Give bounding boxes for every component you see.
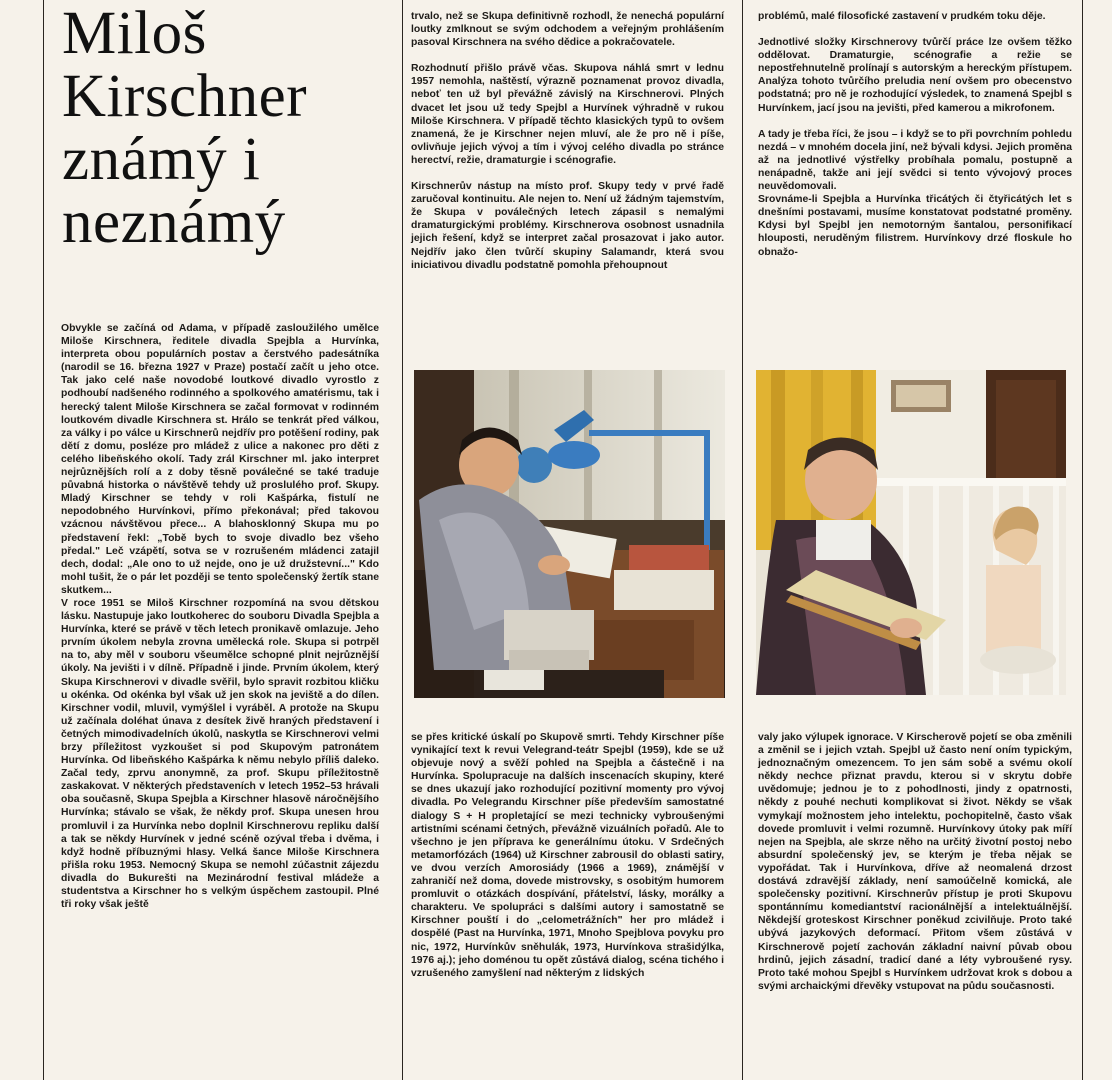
crib-photo-illustration [756,370,1066,695]
paragraph: trvalo, než se Skupa definitivně rozhodl, že nenechá populární loutky zmlknout se svým odchodem a veřejným prohlášením pasoval Kirschnera na svého dědice a pokračovatele. [411,11,724,49]
paragraph: Kirschnerův nástup na místo prof. Skupy tedy v prvé řadě zaručoval kontinuitu. Ale nejen to. Není už žádným tajemstvím, že Skupa v poválečných letech zápasil s nemalými dramaturgickými problémy. Kirschnerova osobnost usnadnila jejich řešení, když se interpret začal prosazovat i jako autor. Nejdřív jako člen tvůrčí skupiny Salamandr, která svou iniciativou divadlu podstatně pomohla přehoupnout [411,181,724,271]
column-2-bottom-text [411,731,724,980]
right-border-rule [1082,0,1083,1080]
paragraph: Jednotlivé složky Kirschnerovy tvůrčí práce lze ovšem těžko oddělovat. Dramaturgie, scénografie a režie se nepostřehnutelně prolínají s autorským a hereckým přístupem. Analýza tohoto tvůrčího preludia není ovšem pro obecenstvo podstatná; pro ně je rozhodující výsledek, to znamená Spejbl s Hurvínkem, jací jsou na jevišti, před kamerou a mikrofonem. [758,37,1072,114]
paragraph: A tady je třeba říci, že jsou – i když se to při povrchním pohledu nezdá – v mnohém docela jiní, než bývali kdysi. Jejich proměna až na jednotlivé výstřelky probíhala pomalu, postupně a nenápadně, takže ani její svědci si tento vývojový proces neuvědomovali. [758,128,1072,193]
paragraph: Srovnáme-li Spejbla a Hurvínka třicátých či čtyřicátých let s dnešními postavami, musíme konstatovat podstatné proměny. Kdysi byl Spejbl jen nemotorným šantalou, personifikací hlouposti, neruděným filistrem. Hurvínkovy drzé floskule ho obnažo- [758,194,1072,258]
column-3-top-text [758,10,1072,259]
title-line-2: Kirschner [62,63,308,130]
column-1-text [61,322,379,911]
paragraph: problémů, malé filosofické zastavení v prudkém toku děje. [758,11,1046,22]
paragraph: V roce 1951 se Miloš Kirschner rozpomíná na svou dětskou lásku. Nastupuje jako loutkoherec do souboru Divadla Spejbla a Hurvínka, které se právě v těch letech pronikavě omlazuje. Jeho prvním úkolem nebyla zrovna umělecká role. Skupa si potrpěl na to, aby měl v souboru všeumělce schopné plnit nejrůznější úkoly. Na jevišti i v dílně. Případně i jinde. Prvním úkolem, který Skupa Kirschnerovi v divadle svěřil, bylo spravit rozbitou kličku u okénka. Od okénka byl však už jen skok na jeviště a do dílen. Kirschner vodil, mluvil, vymýšlel i vyráběl. A protože na Skupu už začínala doléhat únava z desítek živě hraných představení i četných mimodivadelních úkolů, naskytla se Kirschnerovi velmi brzy příležitost vyzkoušet si pod Skupovým patronátem Hurvínka. Od libeňského Kašpárka k němu nebylo příliš daleko. Začal tedy, zprvu anonymně, za prof. Skupu příležitostně zaskakovat. V některých představeních v letech 1952–53 hrávali oba současně, Skupa Spejbla a Kirschner hlasově náročnějšího Hurvínka; stávalo se však, že někdy prof. Skupa unesen hrou promluvil i za Hurvínka nebo doplnil Kirschnerovu repliku další a tak se někdy Hurvínek v jedné scéně ozýval třeba i dvěma, i když hodně příbuznými hlasy. Velká šance Miloše Kirschnera přišla roku 1953. Nemocný Skupa se nemohl zúčastnit zájezdu divadla do Bukurešti na Mezinárodní festival mládeže a studentstva a Kirschner ho s velkým úspěchem zastoupil. Plné tři roky však ještě [61,597,379,911]
paragraph: Obvykle se začíná od Adama, v případě zasloužilého umělce Miloše Kirschnera, ředitele divadla Spejbla a Hurvínka, interpreta obou populárních postav a čerstvého padesátníka (narodil se 16. března 1927 v Praze) postačí začít u jeho otce. Tak jako celé naše novodobé loutkové divadlo vyrostlo z podhoubí nadšeného rodinného a spolkového amatérismu, tak i herecký talent Miloše Kirschnera se začal formovat v rodinném loutkovém divadle Kirschnera st. Hrálo se tenkrát před válkou, za války i po válce u Kirschnerů nejdřív pro potěšení rodiny, pak dětí z domu, posléze pro mládež z ulice a nakonec pro děti z celého libeňského okolí. Tady zrál Kirschner ml. jako interpret nejrůznějších rolí a z doby těsně poválečné se také traduje půvabná historka o návštěvě tehdy už proslulého prof. Skupy. Mladý Kirschner se tehdy v roli Kašpárka, fistulí ne nepodobného Hurvínkovi, přímo překonával; před takovou vzácnou návštěvou přece... A blahosklonný Skupa mu po představení řekl: „Tobě bych to svoje divadlo bez všeho předal." Leč vzápětí, sotva se v rozrušeném mládenci zatajil dech, dodal: „Ale ono to už nejde, ono je už družstevní..." Kdo mohl tušit, že o pár let později se tento společenský žertík stane skutkem... [61,323,379,596]
column-2-top-text [411,10,724,272]
title-line-4: neznámý [62,189,286,256]
paragraph: se přes kritické úskalí po Skupově smrti. Tehdy Kirschner píše vynikající text k revui Velegrand-teátr Spejbl (1959), kde se už objevuje nový a svěží pohled na Spejbla a částečně i na Hurvínka. Spolupracuje na dalších inscenacích skupiny, které se dnes ukazují jako rozhodující pozitivní momenty pro vývoj divadla. Po Velegrandu Kirschner píše především samostatné dialogy S + H propletající se mezi technicky vybroušenými artistními scénami četných, převážně vizuálních pořadů. Ale to všechno je jen příprava ke generálnímu útoku. V Srdečných metamorfózách (1964) už Kirschner zabrousil do oblasti satiry, ve dvou verzích Amorosiády (1966 a 1969), známější v zahraničí než doma, dovede mistrovsky, s osobitým humorem promluvit o otázkách dospívání, přátelství, lásky, morálky a charakteru. Ve spolupráci s dalšími autory i samostatně se Kirschner pouští i do „celometrážních" her pro mládež i dospělé (Past na Hurvínka, 1971, Mnoho Spejblova povyku pro nic, 1972, Hurvínkův sněhulák, 1973, Hurvínkova strašidýlka, 1976 aj.); jeho doménou tu opět zůstává dialog, scéna tichého i vzrušeného zamyšlení nad některým z lidských [411,732,724,979]
column-3-bottom-text [758,731,1072,993]
paragraph: Rozhodnutí přišlo právě včas. Skupova náhlá smrt v lednu 1957 nemohla, naštěstí, výrazně poznamenat provoz divadla, neboť ten už byl převážně závislý na Kirschnerovi. Plných dvacet let jsou už tedy Spejbl a Hurvínek výhradně v rukou Miloše Kirschnera. V případě těchto klasických typů to ovšem znamená, že je Kirschner nejen mluví, ale že pro ně i píše, ovlivňuje jejich vývoj a tím i vývoj celého divadla po stránce herectví, režie, dramaturgie i scénografie. [411,63,724,166]
title-line-1: Miloš [62,0,207,67]
column-rule-1 [402,0,403,1080]
desk-photo-illustration [414,370,725,698]
paragraph: valy jako výlupek ignorace. V Kirscherově pojetí se oba změnili a změnil se i jejich vztah. Spejbl už často není oním typickým, jednoznačným omezencem. To jen sám sobě a svému okolí někdy nechce přiznat pravdu, kterou si v skrytu dobře uvědomuje; jednou je to z pohodlnosti, jindy z opatrnosti, někdy z pouhé nechuti komplikovat si život. Někdy se však vymykají možnostem jeho intelektu, pochopitelně, často však dovede promluvit i velmi rozumně. Hurvínkovy útoky pak míří nejen na Spejbla, ale skrze něho na určitý životní postoj nebo absurdní společenský jev, se kterým je třeba nějak se vypořádat. Tak i Hurvínkova, dříve až neomalená drzost dostává zdravější základy, není samoúčelně komická, ale společensky pozitivní. Kirschnerův přístup je proti Skupovu spontánnímu komediantství racionálnější a intelektuálnější. Někdejší groteskost Kirschner poněkud zcivilňuje. Proto také ubývá jazykových deformací. Přitom všem zůstává v Kirschnerově pojetí zachován základní naivní půvab obou hrdinů, jejich zásadní, tradicí dané a léty vybroušené rysy. Proto také mohou Spejbl s Hurvínkem udržovat krok s dobou a svými archaickými dřevěky vstupovat na půdu současnosti. [758,732,1072,992]
photo-man-reading-to-child [756,370,1066,695]
photo-man-writing [414,370,725,698]
title-line-3: známý i [62,126,261,193]
left-border-rule [43,0,44,1080]
article-title [62,2,402,254]
column-rule-2 [742,0,743,1080]
